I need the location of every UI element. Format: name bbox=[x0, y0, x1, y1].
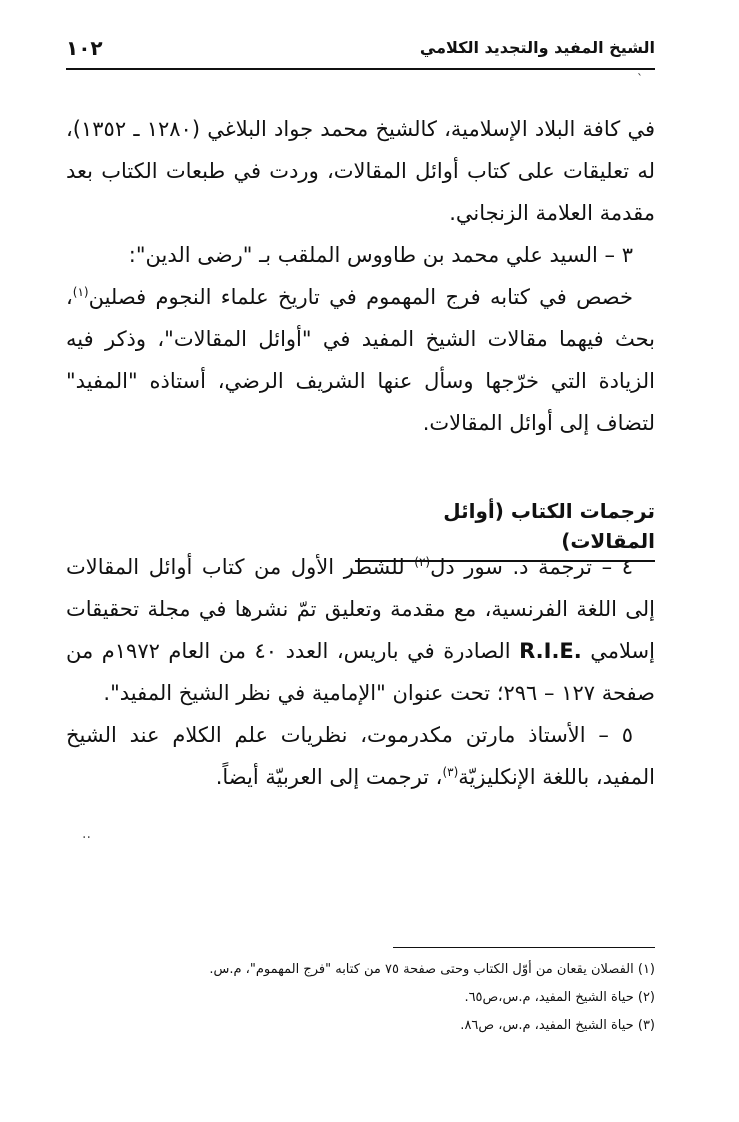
page-number: ١٠٢ bbox=[66, 36, 103, 60]
paragraph-tawus-start: خصص في كتابه فرج المهموم في تاريخ علماء النجوم فصلين bbox=[88, 285, 633, 309]
scan-dots: ·· bbox=[82, 830, 91, 846]
running-title: الشيخ المفيد والتجديد الكلامي bbox=[419, 38, 655, 57]
footnote-divider bbox=[393, 947, 655, 948]
footnote-marker-1: (١) bbox=[72, 285, 89, 299]
item-4-end: الصادرة في باريس، العدد ٤٠ من العام ١٩٧٢م من صفحة ١٢٧ – ٢٩٦؛ تحت عنوان "الإمامية في نظر الشيخ المفيد". bbox=[66, 639, 655, 705]
paragraph-balaghi: في كافة البلاد الإسلامية، كالشيخ محمد جواد البلاغي (١٢٨٠ ـ ١٣٥٢)، له تعليقات على كتاب أوائل المقالات، وردت في طبعات الكتاب بعد مقدمة العلامة الزنجاني. bbox=[66, 117, 655, 225]
page-header bbox=[66, 34, 655, 70]
body-text-top bbox=[66, 108, 655, 444]
item-5-start: ٥ – الأستاذ مارتن مكدرموت، نظريات علم الكلام عند الشيخ المفيد، باللغة الإنكليزيّة bbox=[66, 723, 655, 789]
footnote-marker-3: (٣) bbox=[442, 765, 459, 779]
footnotes bbox=[66, 956, 655, 1040]
item-5-end: ، ترجمت إلى العربيّة أيضاً. bbox=[215, 765, 443, 789]
item-4-middle: للشطر الأول من كتاب أوائل المقالات إلى اللغة الفرنسية، مع مقدمة وتعليق تمّ نشرها في مجلة تحقيقات إسلامي bbox=[66, 555, 655, 663]
item-4-start: ٤ – ترجمة د. سور دل bbox=[430, 555, 633, 579]
list-item-translation-english bbox=[66, 714, 655, 798]
list-item-translation-french bbox=[66, 546, 655, 714]
section-heading: ترجمات الكتاب (أوائل المقالات) bbox=[355, 496, 655, 562]
journal-abbreviation: R.I.E. bbox=[519, 639, 582, 663]
body-text-translations bbox=[66, 546, 655, 798]
footnote-marker-2: (٢) bbox=[414, 555, 431, 569]
paragraph-tawus-end: ، بحث فيهما مقالات الشيخ المفيد في "أوائل المقالات"، وذكر فيه الزيادة التي خرّجها وسأل عنها الشريف الرضي، أستاذه "المفيد" لتضاف إلى أوائل المقالات. bbox=[66, 285, 655, 435]
footnote-1: (١) الفصلان يقعان من أوّل الكتاب وحتى صفحة ٧٥ من كتابه "فرج المهموم"، م.س. bbox=[209, 962, 655, 977]
paragraph-tawus-heading: ٣ – السيد علي محمد بن طاووس الملقب بـ "رضى الدين": bbox=[128, 243, 633, 267]
footnote-2: (٢) حياة الشيخ المفيد، م.س،ص٦٥. bbox=[464, 990, 655, 1005]
scan-mark: ˋ bbox=[637, 72, 643, 86]
footnote-3: (٣) حياة الشيخ المفيد، م.س، ص٨٦. bbox=[460, 1018, 655, 1033]
paragraph-tawus-body bbox=[66, 276, 655, 444]
